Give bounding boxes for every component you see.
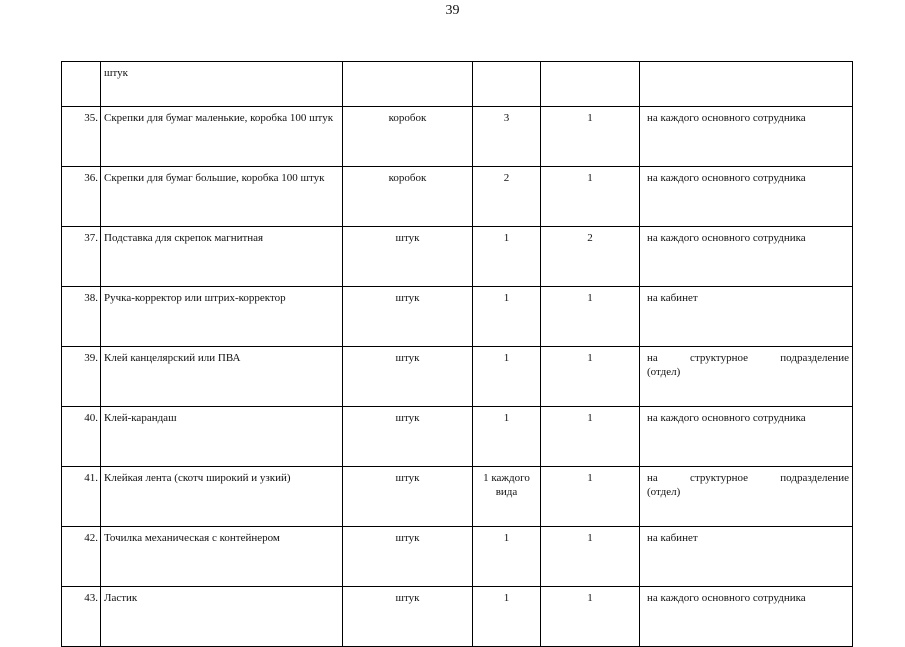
note-cell: на каждого основного сотрудника xyxy=(640,587,853,647)
quantity-cell: 1 каждого вида xyxy=(473,467,541,527)
note-cell: на кабинет xyxy=(640,287,853,347)
note-cell: на каждого основного сотрудника xyxy=(640,227,853,287)
table-row xyxy=(62,407,853,467)
term-cell: 2 xyxy=(541,227,640,287)
item-name-cell: Подставка для скрепок магнитная xyxy=(101,227,343,287)
table-row xyxy=(62,62,853,107)
supplies-table xyxy=(61,61,853,647)
quantity-cell: 1 xyxy=(473,527,541,587)
row-number-cell: 40. xyxy=(62,407,101,467)
note-line-2: (отдел) xyxy=(647,486,681,498)
table-row xyxy=(62,347,853,407)
note-line-1: на структурное подразделение xyxy=(647,352,849,364)
table-row xyxy=(62,107,853,167)
row-number-cell: 37. xyxy=(62,227,101,287)
table-row xyxy=(62,287,853,347)
item-name-cell: Точилка механическая с контейнером xyxy=(101,527,343,587)
quantity-cell: 1 xyxy=(473,587,541,647)
row-number-cell xyxy=(62,62,101,107)
note-cell: на каждого основного сотрудника xyxy=(640,107,853,167)
note-cell: на каждого основного сотрудника xyxy=(640,407,853,467)
term-cell: 1 xyxy=(541,287,640,347)
item-name-cell: Клей-карандаш xyxy=(101,407,343,467)
item-name-cell: Ластик xyxy=(101,587,343,647)
note-cell: на кабинет xyxy=(640,527,853,587)
unit-cell: коробок xyxy=(343,167,473,227)
table-row xyxy=(62,527,853,587)
quantity-cell: 2 xyxy=(473,167,541,227)
term-cell: 1 xyxy=(541,527,640,587)
note-line-1: на структурное подразделение xyxy=(647,472,849,484)
unit-cell: штук xyxy=(343,527,473,587)
row-number-cell: 36. xyxy=(62,167,101,227)
note-line-2: (отдел) xyxy=(647,366,681,378)
item-name-cell: Скрепки для бумаг маленькие, коробка 100 штук xyxy=(101,107,343,167)
term-cell: 1 xyxy=(541,467,640,527)
unit-cell: коробок xyxy=(343,107,473,167)
table-row xyxy=(62,587,853,647)
quantity-cell: 1 xyxy=(473,347,541,407)
term-cell: 1 xyxy=(541,107,640,167)
row-number-cell: 39. xyxy=(62,347,101,407)
table-row xyxy=(62,227,853,287)
unit-cell xyxy=(343,62,473,107)
note-cell: на каждого основного сотрудника xyxy=(640,167,853,227)
item-name-cell: Клей канцелярский или ПВА xyxy=(101,347,343,407)
row-number-cell: 42. xyxy=(62,527,101,587)
quantity-cell: 1 xyxy=(473,227,541,287)
table-row xyxy=(62,167,853,227)
quantity-cell: 1 xyxy=(473,287,541,347)
note-cell xyxy=(640,467,853,527)
unit-cell: штук xyxy=(343,467,473,527)
term-cell xyxy=(541,62,640,107)
term-cell: 1 xyxy=(541,167,640,227)
row-number-cell: 41. xyxy=(62,467,101,527)
quantity-cell: 3 xyxy=(473,107,541,167)
row-number-cell: 38. xyxy=(62,287,101,347)
table-row xyxy=(62,467,853,527)
unit-cell: штук xyxy=(343,287,473,347)
item-name-cell: Ручка-корректор или штрих-корректор xyxy=(101,287,343,347)
row-number-cell: 43. xyxy=(62,587,101,647)
unit-cell: штук xyxy=(343,347,473,407)
term-cell: 1 xyxy=(541,587,640,647)
unit-cell: штук xyxy=(343,227,473,287)
item-name-cell: штук xyxy=(101,62,343,107)
row-number-cell: 35. xyxy=(62,107,101,167)
term-cell: 1 xyxy=(541,407,640,467)
item-name-cell: Клейкая лента (скотч широкий и узкий) xyxy=(101,467,343,527)
unit-cell: штук xyxy=(343,587,473,647)
unit-cell: штук xyxy=(343,407,473,467)
item-name-cell: Скрепки для бумаг большие, коробка 100 штук xyxy=(101,167,343,227)
quantity-cell: 1 xyxy=(473,407,541,467)
note-cell xyxy=(640,347,853,407)
page-number: 39 xyxy=(445,3,460,18)
term-cell: 1 xyxy=(541,347,640,407)
note-cell xyxy=(640,62,853,107)
quantity-cell xyxy=(473,62,541,107)
